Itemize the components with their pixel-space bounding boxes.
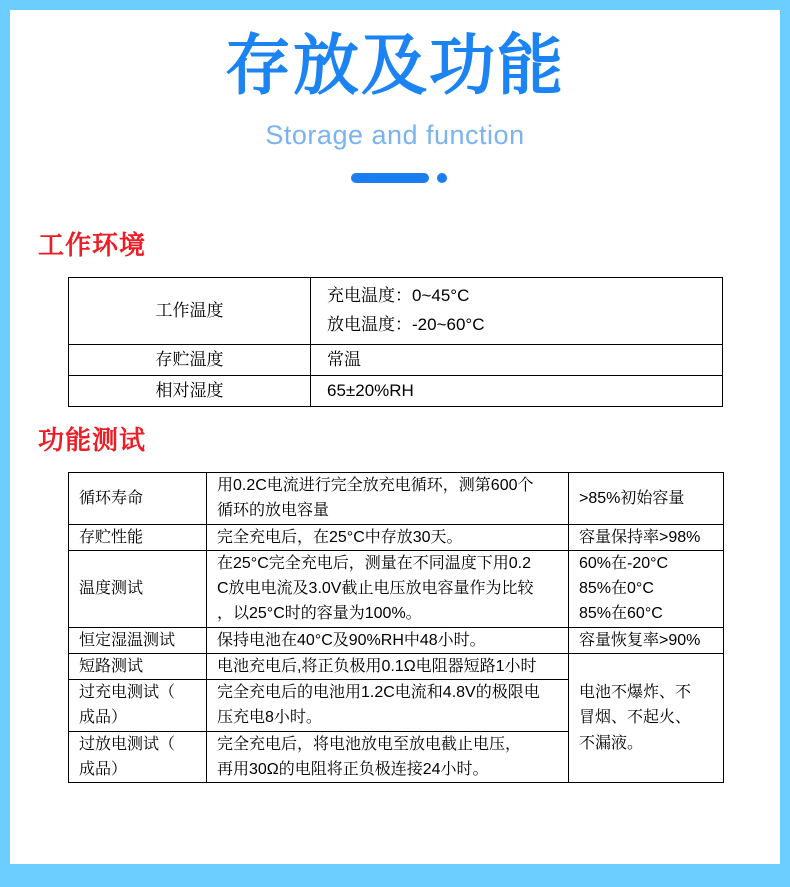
fn-row-method-line: 压充电8小时。: [217, 709, 322, 727]
fn-row-method-line: ，以25°C时的容量为100%。: [217, 605, 422, 623]
env-row-label: 相对湿度: [69, 376, 311, 407]
fn-row-item-line: 恒定湿温测试: [79, 631, 176, 649]
fn-row-result: [569, 473, 724, 525]
table-row: [69, 627, 724, 653]
fn-merged-result-line: 电池不爆炸、不: [579, 684, 692, 702]
page-subtitle: Storage and function: [265, 120, 525, 150]
fn-row-method-line: 循环的放电容量: [217, 502, 330, 520]
fn-row-item-line: 存贮性能: [79, 528, 144, 546]
section-heading-function-test: 功能测试: [38, 425, 147, 455]
env-row-value: 常温: [311, 345, 723, 376]
fn-row-method-line: 完全充电后，将电池放电至放电截止电压，: [217, 735, 522, 753]
env-row-value-line: 放电温度：-20~60°C: [327, 315, 485, 334]
table-row: [69, 376, 723, 407]
fn-row-method: [207, 731, 569, 783]
fn-row-item: [69, 627, 207, 653]
fn-row-result: [569, 524, 724, 550]
table-row: [69, 345, 723, 376]
fn-row-item-line: 温度测试: [79, 580, 144, 598]
fn-merged-result-line: 冒烟、不起火、: [579, 709, 692, 727]
fn-row-method-line: 完全充电后，在25°C中存放30天。: [217, 528, 463, 546]
env-row-value: 65±20%RH: [311, 376, 723, 407]
fn-row-item-line: 循环寿命: [79, 489, 144, 507]
fn-row-method-line: 电池充电后,将正负极用0.1Ω电阻器短路1小时: [217, 657, 537, 675]
fn-row-result-line: >85%初始容量: [579, 489, 685, 507]
env-row-label: 存贮温度: [69, 345, 311, 376]
fn-row-result: [569, 627, 724, 653]
fn-row-item: [69, 524, 207, 550]
table-row: [69, 473, 724, 525]
fn-row-method: [207, 473, 569, 525]
fn-row-method-line: 在25°C完全充电后，测量在不同温度下用0.2: [217, 554, 531, 572]
fn-row-method: [207, 550, 569, 627]
fn-row-method: [207, 653, 569, 679]
fn-row-result-line: 60%在-20°C: [579, 554, 669, 572]
fn-row-item-line: 短路测试: [79, 657, 144, 675]
fn-row-item-line: 过充电测试（: [79, 684, 176, 702]
fn-row-method-line: 用0.2C电流进行完全放充电循环，测第600个: [217, 477, 534, 494]
fn-row-item: [69, 473, 207, 525]
function-test-table: [68, 472, 724, 783]
table-row: [69, 653, 724, 679]
env-row-value: [311, 278, 723, 345]
env-row-value-line: 充电温度：0~45°C: [327, 286, 470, 306]
fn-row-method-line: 完全充电后的电池用1.2C电流和4.8V的极限电: [217, 684, 540, 702]
fn-row-result-line: 容量保持率>98%: [579, 528, 701, 546]
page-title: 存放及功能: [225, 28, 565, 102]
page-panel: [10, 10, 780, 864]
fn-row-item-line: 过放电测试（: [79, 735, 176, 753]
fn-row-item-line: 成品）: [79, 709, 128, 727]
fn-row-item: [69, 731, 207, 783]
fn-row-item-line: 成品）: [79, 760, 128, 778]
fn-row-result-line: 85%在0°C: [579, 580, 654, 598]
environment-table: [68, 277, 723, 407]
fn-row-result-line: 容量恢复率>90%: [579, 631, 701, 649]
fn-row-method: [207, 680, 569, 732]
table-row: [69, 550, 724, 627]
table-row: [69, 278, 723, 345]
section-heading-working-environment: 工作环境: [38, 230, 147, 260]
fn-row-method: [207, 524, 569, 550]
banner: [10, 10, 780, 195]
env-row-label: 工作温度: [69, 278, 311, 345]
decoration-bar-icon: [351, 173, 429, 183]
fn-merged-result-line: 不漏液。: [579, 734, 644, 752]
fn-merged-result: [569, 653, 724, 782]
fn-row-result: [569, 550, 724, 627]
title-decoration: [10, 170, 780, 186]
fn-row-item: [69, 550, 207, 627]
fn-row-method-line: 再用30Ω的电阻将正负极连接24小时。: [217, 760, 489, 778]
table-row: [69, 524, 724, 550]
fn-row-method-line: C放电电流及3.0V截止电压放电容量作为比较: [217, 580, 534, 598]
fn-row-item: [69, 653, 207, 679]
fn-row-item: [69, 680, 207, 732]
fn-row-method: [207, 627, 569, 653]
fn-row-result-line: 85%在60°C: [579, 605, 663, 623]
fn-row-method-line: 保持电池在40°C及90%RH中48小时。: [217, 631, 486, 649]
decoration-dot-icon: [437, 173, 447, 183]
